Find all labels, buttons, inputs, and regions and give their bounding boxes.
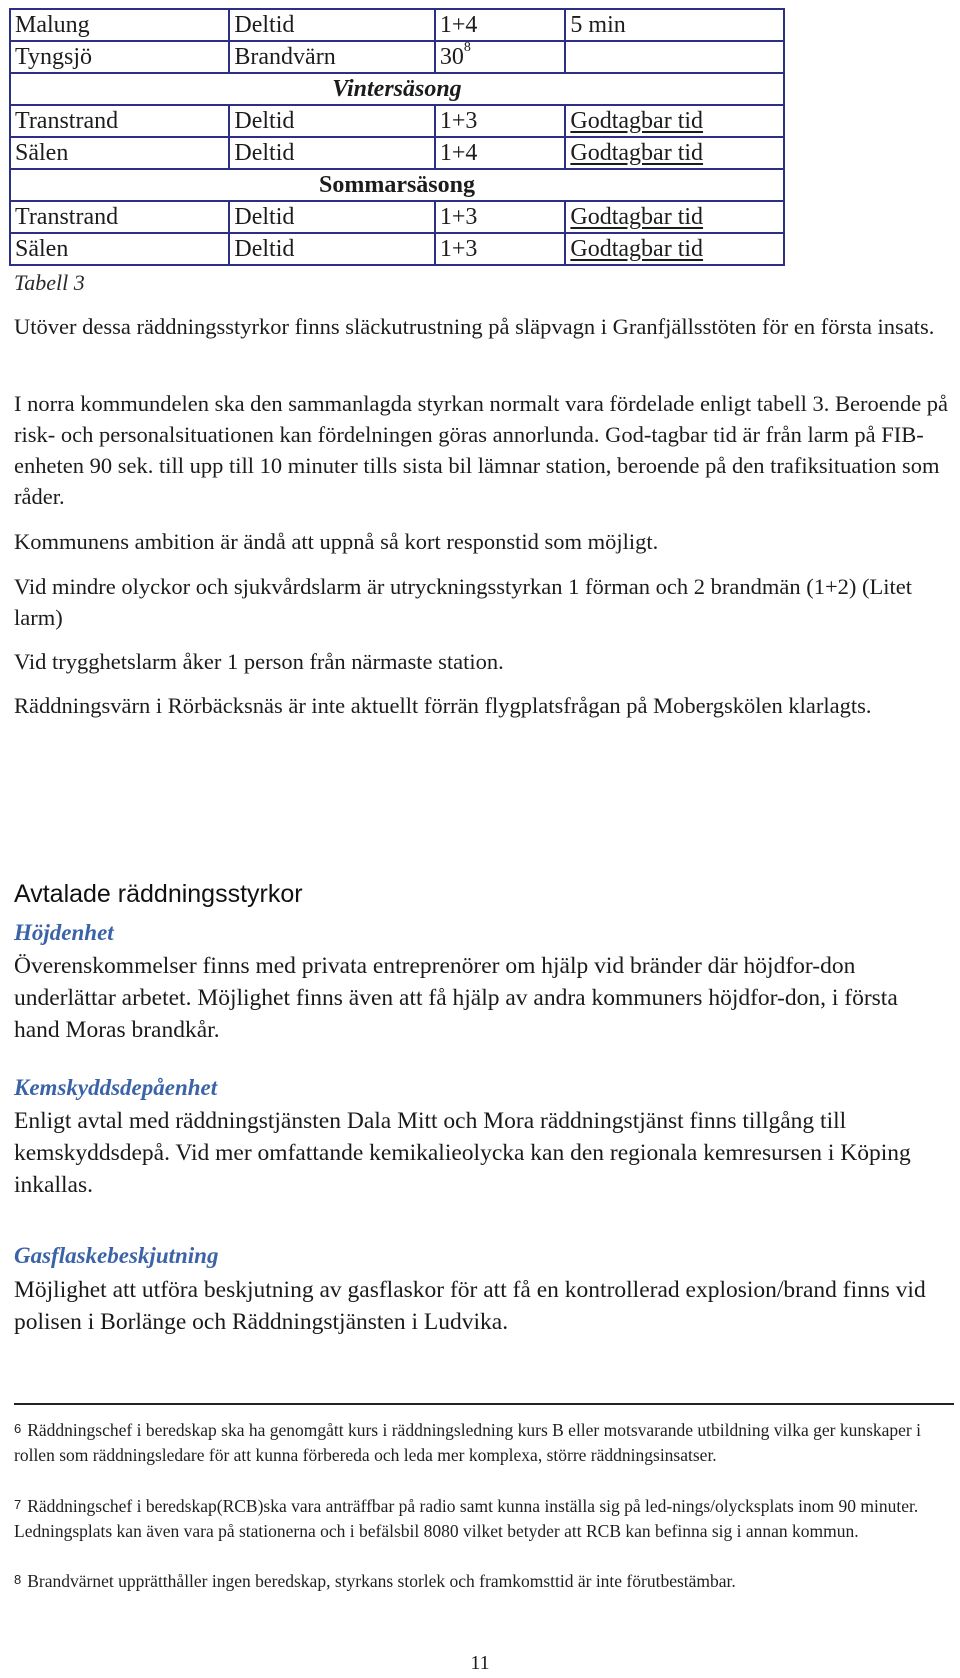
table-row	[10, 9, 784, 41]
season-row	[10, 169, 784, 201]
table-cell-type: Deltid	[229, 9, 434, 41]
page-number: 11	[470, 1652, 490, 1674]
paragraph-rescue-guard: Räddningsvärn i Rörbäcksnäs är inte aktuellt förrän flygplatsfrågan på Mobergskölen klarlagts.	[14, 693, 872, 718]
table-cell-time: Godtagbar tid	[565, 137, 784, 169]
paragraph-distribution: I norra kommundelen ska den sammanlagda styrkan normalt vara fördelade enligt tabell 3. Beroende på risk- och personalsituationen kan fördelningen göras annorlunda. God-tagbar tid är från larm på FIB-enheten 90 sek. till upp till 10 minuter tills sista bil lämnar station, beroende på den trafiksituation som råder.	[14, 391, 949, 509]
table-cell-station: Transtrand	[10, 105, 229, 137]
table-cell-crew: 1+4	[435, 9, 566, 41]
crew-value: 30	[439, 44, 464, 70]
table-cell-time	[565, 41, 784, 73]
table-row	[10, 233, 784, 265]
table-cell-station: Tyngsjö	[10, 41, 229, 73]
paragraph-height-unit: Överenskommelser finns med privata entreprenörer om hjälp vid bränder där höjdfor-don underlättar arbetet. Möjlighet finns även att få hjälp av andra kommuners höjdfor-don, i första hand Moras brandkår.	[14, 953, 898, 1043]
table-cell-time: Godtagbar tid	[565, 201, 784, 233]
table-cell-crew: 1+4	[435, 137, 566, 169]
paragraph-ambition: Kommunens ambition är ändå att uppnå så kort responstid som möjligt.	[14, 529, 659, 554]
footnote-text: Räddningschef i beredskap(RCB)ska vara anträffbar på radio samt kunna inställa sig på led-nings/olycksplats inom 90 minuter. Ledningsplats kan även vara på stationerna och i befälsbil 8080 vilket betyder att RCB kan befinna sig i annan kommun.	[14, 1496, 919, 1541]
table-cell-type: Brandvärn	[229, 41, 434, 73]
footnote-number: 6	[14, 1421, 22, 1436]
table-cell-time: Godtagbar tid	[565, 233, 784, 265]
table-cell-station: Transtrand	[10, 201, 229, 233]
table-row	[10, 105, 784, 137]
footnote-number: 7	[14, 1497, 22, 1512]
footnote-8	[14, 1567, 954, 1594]
season-row	[10, 73, 784, 105]
season-label-summer: Sommarsäsong	[10, 169, 784, 201]
footnote-6	[14, 1416, 954, 1468]
paragraph-chemical-depot: Enligt avtal med räddningstjänsten Dala Mitt och Mora räddningstjänst finns tillgång till kemskyddsdepå. Vid mer omfattande kemikalieolycka kan den regionala kemresursen i Köping inkallas.	[14, 1108, 911, 1198]
table-cell-type: Deltid	[229, 201, 434, 233]
table-cell-crew: 1+3	[435, 105, 566, 137]
table-cell-station: Sälen	[10, 233, 229, 265]
subheading-gas-cylinder: Gasflaskebeskjutning	[14, 1243, 219, 1268]
table-row	[10, 137, 784, 169]
table-cell-type: Deltid	[229, 233, 434, 265]
table-cell-crew	[435, 41, 566, 73]
section-heading: Avtalade räddningsstyrkor	[14, 880, 303, 908]
paragraph-small-incidents: Vid mindre olyckor och sjukvårdslarm är utryckningsstyrkan 1 förman och 2 brandmän (1+2) (Litet larm)	[14, 574, 912, 630]
footnote-number: 8	[14, 1572, 22, 1587]
footnote-7	[14, 1492, 954, 1544]
table-cell-station: Sälen	[10, 137, 229, 169]
subheading-chemical-depot: Kemskyddsdepåenhet	[14, 1075, 218, 1100]
table-cell-time: 5 min	[565, 9, 784, 41]
season-label-winter: Vintersäsong	[10, 73, 784, 105]
table-cell-type: Deltid	[229, 137, 434, 169]
paragraph-equipment: Utöver dessa räddningsstyrkor finns släckutrustning på släpvagn i Granfjällsstöten för en första insats.	[14, 314, 935, 339]
footnote-divider	[14, 1403, 954, 1405]
subheading-height-unit: Höjdenhet	[14, 920, 114, 945]
table-cell-crew: 1+3	[435, 201, 566, 233]
footnote-text: Räddningschef i beredskap ska ha genomgått kurs i räddningsledning kurs B eller motsvarande utbildning vilka ger kunskaper i rollen som räddningsledare för att kunna förbereda och leda mer komplexa, större räddningsinsatser.	[14, 1420, 921, 1465]
table-caption: Tabell 3	[14, 270, 85, 295]
footnote-ref-8[interactable]: 8	[463, 40, 471, 55]
table-cell-crew: 1+3	[435, 233, 566, 265]
response-table	[9, 8, 785, 266]
footnote-text: Brandvärnet upprätthåller ingen beredskap, styrkans storlek och framkomsttid är inte förutbestämbar.	[27, 1571, 736, 1591]
table-cell-station: Malung	[10, 9, 229, 41]
paragraph-gas-cylinder: Möjlighet att utföra beskjutning av gasflaskor för att få en kontrollerad explosion/brand finns vid polisen i Borlänge och Räddningstjänsten i Ludvika.	[14, 1277, 926, 1335]
table-cell-type: Deltid	[229, 105, 434, 137]
table-row	[10, 41, 784, 73]
table-row	[10, 201, 784, 233]
paragraph-safety-alarm: Vid trygghetslarm åker 1 person från närmaste station.	[14, 649, 504, 674]
table-cell-time: Godtagbar tid	[565, 105, 784, 137]
